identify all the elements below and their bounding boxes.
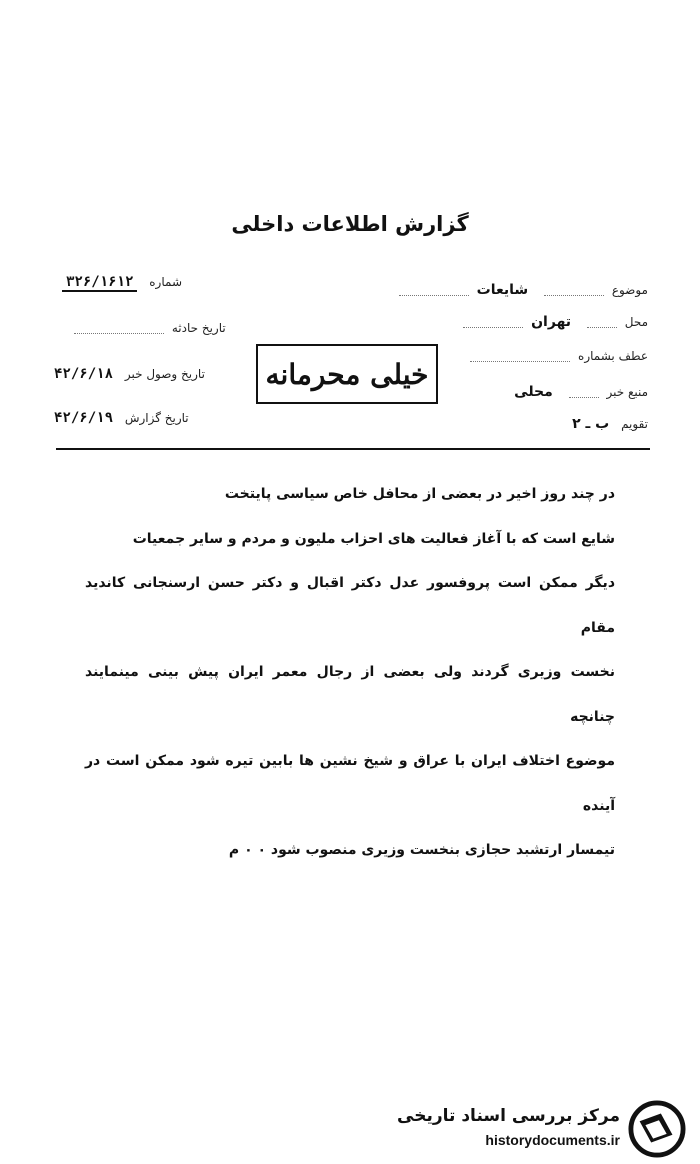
brand-name-fa: مرکز بررسی اسناد تاریخی [397,1106,620,1126]
dotted-line [544,285,604,296]
dotted-line [569,387,599,398]
field-location-label: محل [624,315,648,329]
field-report-date-label: تاریخ گزارش [124,411,189,425]
report-body [85,472,615,873]
dotted-line [470,351,570,362]
header-divider [56,448,650,450]
field-number-value: ۳۲۶/۱۶۱۲ [62,274,137,292]
archive-logo-icon [628,1100,686,1158]
field-subject-label: موضوع [611,283,648,297]
field-source-label: منبع خبر [606,385,648,399]
field-source [514,384,648,400]
field-number-label: شماره [149,275,182,289]
document-title: گزارش اطلاعات داخلی [231,212,469,236]
field-received-date-value: ۴۲/۶/۱۸ [54,366,114,382]
field-received-date-label: تاریخ وصول خبر [124,367,205,381]
field-calendar-value: ب ـ ۲ [572,416,610,432]
body-line: شایع است که با آغاز فعالیت های احزاب ملیون و مردم و سایر جمعیات [132,530,615,547]
field-reference [458,348,648,364]
field-incident-date-label: تاریخ حادثه [171,321,226,335]
field-report-date-value: ۴۲/۶/۱۹ [54,410,114,426]
dotted-line [463,317,523,328]
brand-url[interactable]: historydocuments.ir [485,1132,620,1148]
body-line: در چند روز اخیر در بعضی از محافل خاص سیاسی پایتخت [224,486,615,502]
field-calendar-label: تقویم [621,417,648,431]
body-line: تیمسار ارتشبد حجازی بنخست وزیری منصوب شود ۰ ۰ م [228,842,615,858]
field-location-value: تهران [531,314,572,330]
body-line: نخست وزیری گردند ولی بعضی از رجال معمر ایران پیش بینی مینمایند چنانچه [85,664,615,725]
body-line: موضوع اختلاف ایران با عراق و شیخ نشین ها بابین تیره شود ممکن است در آینده [85,753,615,814]
dotted-line [587,317,617,328]
field-incident-date [62,320,226,336]
confidential-stamp: خیلی محرمانه [256,344,438,404]
dotted-line [399,285,469,296]
dotted-line [74,323,164,334]
field-subject-value: شایعات [476,282,529,298]
field-location [459,314,648,330]
field-source-value: محلی [514,384,553,400]
body-line: دیگر ممکن است پروفسور عدل دکتر اقبال و دکتر حسن ارسنجانی کاندید مقام [85,575,615,636]
field-number [62,274,182,290]
field-reference-label: عطف بشماره [578,349,648,363]
field-report-date [54,410,189,426]
field-received-date [54,366,205,382]
field-calendar [572,416,648,432]
field-subject [395,282,648,298]
